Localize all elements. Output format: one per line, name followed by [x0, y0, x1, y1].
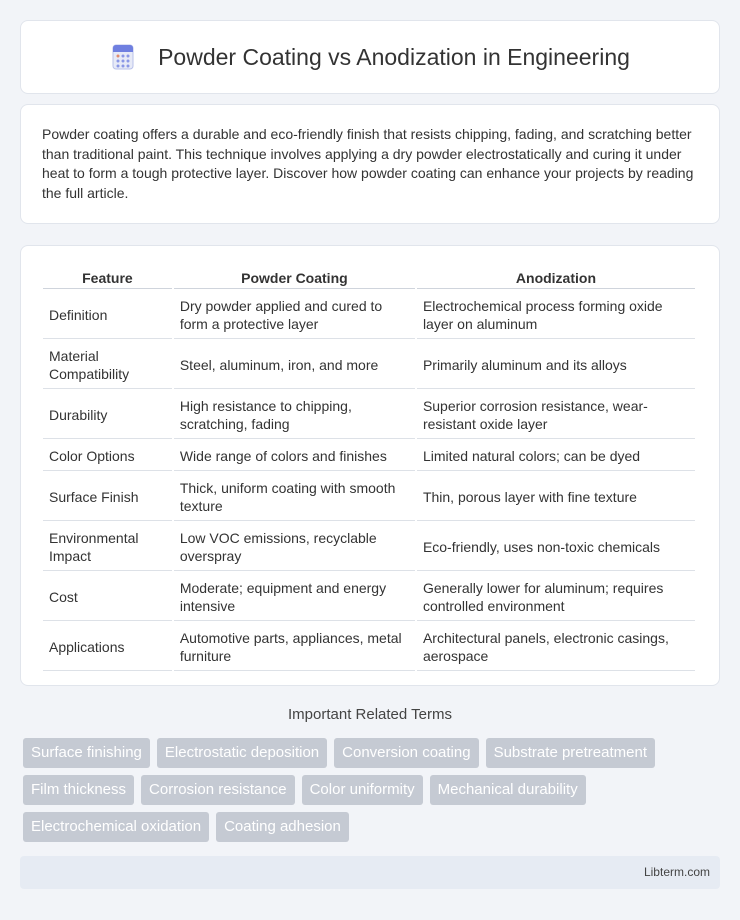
anodization-cell: Electrochemical process forming oxide layer on aluminum	[417, 291, 695, 339]
powder-coating-cell: Moderate; equipment and energy intensive	[174, 573, 415, 621]
powder-coating-cell: Low VOC emissions, recyclable overspray	[174, 523, 415, 571]
page-title: Powder Coating vs Anodization in Engineering	[158, 43, 630, 70]
term-tag[interactable]: Color uniformity	[302, 775, 423, 805]
header-powder-coating: Powder Coating	[174, 266, 415, 289]
comparison-table	[41, 264, 697, 673]
feature-cell: Definition	[43, 291, 172, 339]
feature-cell: Material Compatibility	[43, 341, 172, 389]
term-tag[interactable]: Conversion coating	[334, 738, 478, 768]
table-row	[43, 291, 695, 339]
anodization-cell: Limited natural colors; can be dyed	[417, 441, 695, 471]
table-row	[43, 441, 695, 471]
footer	[20, 856, 720, 889]
intro-paragraph: Powder coating offers a durable and eco-friendly finish that resists chipping, fading, and scratching better than traditional paint. This technique involves applying a dry powder electrostatically and curing it under heat to form a tough protective layer. Discover how powder coating can enhance your projects by reading the full article.	[42, 126, 694, 201]
anodization-cell: Generally lower for aluminum; requires controlled environment	[417, 573, 695, 621]
powder-coating-cell: Wide range of colors and finishes	[174, 441, 415, 471]
term-tag[interactable]: Electrochemical oxidation	[23, 812, 209, 842]
related-terms-list	[23, 738, 723, 842]
table-row	[43, 391, 695, 439]
anodization-cell: Superior corrosion resistance, wear-resistant oxide layer	[417, 391, 695, 439]
header-feature: Feature	[43, 266, 172, 289]
powder-coating-cell: Automotive parts, appliances, metal furniture	[174, 623, 415, 671]
powder-coating-cell: High resistance to chipping, scratching, fading	[174, 391, 415, 439]
feature-cell: Applications	[43, 623, 172, 671]
feature-cell: Color Options	[43, 441, 172, 471]
table-row	[43, 523, 695, 571]
term-tag[interactable]: Electrostatic deposition	[157, 738, 327, 768]
table-header-row	[43, 266, 695, 289]
table-row	[43, 623, 695, 671]
feature-cell: Surface Finish	[43, 473, 172, 521]
powder-coating-cell: Steel, aluminum, iron, and more	[174, 341, 415, 389]
term-tag[interactable]: Surface finishing	[23, 738, 150, 768]
feature-cell: Cost	[43, 573, 172, 621]
table-row	[43, 341, 695, 389]
calculator-icon	[110, 44, 136, 70]
term-tag[interactable]: Corrosion resistance	[141, 775, 295, 805]
term-tag[interactable]: Film thickness	[23, 775, 134, 805]
term-tag[interactable]: Substrate pretreatment	[486, 738, 655, 768]
feature-cell: Durability	[43, 391, 172, 439]
term-tag[interactable]: Mechanical durability	[430, 775, 586, 805]
title-card	[20, 20, 720, 94]
anodization-cell: Architectural panels, electronic casings, aerospace	[417, 623, 695, 671]
related-terms-title: Important Related Terms	[288, 706, 452, 723]
footer-site-link[interactable]: Libterm.com	[643, 865, 710, 879]
intro-card	[20, 104, 720, 224]
table-row	[43, 573, 695, 621]
comparison-card	[20, 245, 720, 686]
table-row	[43, 473, 695, 521]
anodization-cell: Thin, porous layer with fine texture	[417, 473, 695, 521]
header-anodization: Anodization	[417, 266, 695, 289]
powder-coating-cell: Dry powder applied and cured to form a protective layer	[174, 291, 415, 339]
anodization-cell: Primarily aluminum and its alloys	[417, 341, 695, 389]
powder-coating-cell: Thick, uniform coating with smooth texture	[174, 473, 415, 521]
feature-cell: Environmental Impact	[43, 523, 172, 571]
term-tag[interactable]: Coating adhesion	[216, 812, 349, 842]
anodization-cell: Eco-friendly, uses non-toxic chemicals	[417, 523, 695, 571]
